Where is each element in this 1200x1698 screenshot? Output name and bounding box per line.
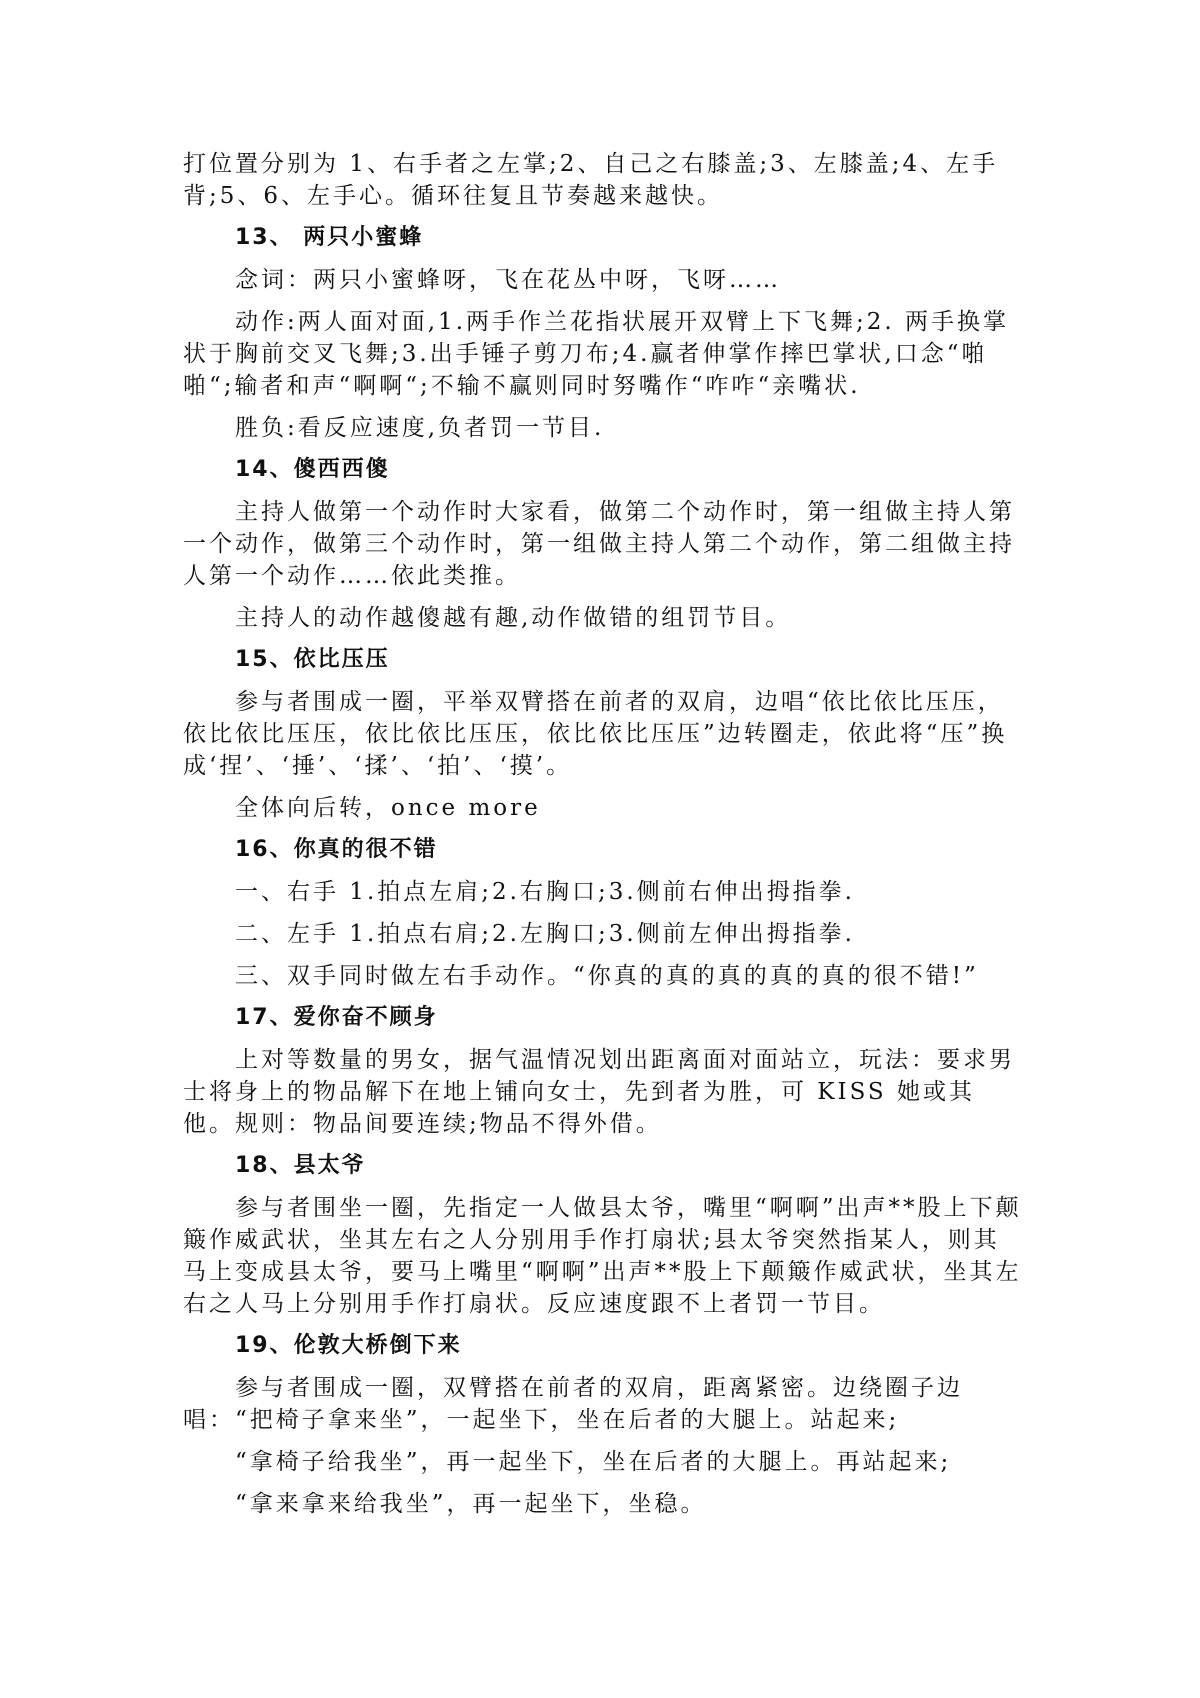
paragraph: 二、左手 1.拍点右肩;2.左胸口;3.侧前左伸出拇指拳. [235, 921, 855, 947]
section-heading: 15、依比压压 [235, 647, 390, 672]
paragraph: 参与者围坐一圈，先指定一人做县太爷，嘴里“啊啊”出声**股上下颠簸作威武状，坐其左右之人分别用手作打扇状;县太爷突然指某人，则其马上变成县太爷，要马上嘴里“啊啊”出声**股上下颠簸作威武状，坐其左右之人马上分别用手作打扇状。反应速度跟不上者罚一节目。 [183, 1195, 1022, 1317]
section-heading: 14、傻西西傻 [235, 457, 390, 482]
paragraph: 念词：两只小蜜蜂呀，飞在花丛中呀，飞呀…… [235, 267, 781, 293]
paragraph: 打位置分别为 1、右手者之左掌;2、自己之右膝盖;3、左膝盖;4、左手背;5、6、左手心。循环往复且节奏越来越快。 [183, 151, 999, 209]
paragraph: 动作:两人面对面,1.两手作兰花指状展开双臂上下飞舞;2. 两手换掌状于胸前交叉飞舞;3.出手锤子剪刀布;4.赢者伸掌作摔巴掌状,口念“啪啪“;输者和声“啊啊“;不输不赢则同时努嘴作“咋咋“亲嘴状. [183, 309, 1010, 399]
section-heading: 16、你真的很不错 [235, 837, 438, 862]
section-heading: 18、县太爷 [235, 1153, 366, 1178]
document-body [183, 148, 1025, 1530]
paragraph: “拿椅子给我坐”，再一起坐下，坐在后者的大腿上。再站起来; [235, 1449, 952, 1475]
paragraph: 上对等数量的男女，据气温情况划出距离面对面站立，玩法：要求男士将身上的物品解下在地上铺向女士，先到者为胜，可 KISS 她或其他。规则：物品间要连续;物品不得外借。 [183, 1047, 1015, 1137]
paragraph: 参与者围成一圈，双臂搭在前者的双肩，距离紧密。边绕圈子边唱：“把椅子拿来坐”，一起坐下，坐在后者的大腿上。站起来; [183, 1375, 963, 1433]
paragraph: “拿来拿来给我坐”，再一起坐下，坐稳。 [235, 1491, 707, 1517]
paragraph: 一、右手 1.拍点左肩;2.右胸口;3.侧前右伸出拇指拳. [235, 879, 855, 905]
section-heading: 19、伦敦大桥倒下来 [235, 1333, 462, 1358]
paragraph: 主持人做第一个动作时大家看，做第二个动作时，第一组做主持人第一个动作，做第三个动作时，第一组做主持人第二个动作，第二组做主持人第一个动作……依此类推。 [183, 499, 1015, 589]
paragraph: 全体向后转，once more [235, 795, 541, 821]
paragraph: 参与者围成一圈，平举双臂搭在前者的双肩，边唱“依比依比压压，依比依比压压，依比依比压压，依比依比压压”边转圈走，依此将“压”换成‘捏’、‘捶’、‘揉’、‘拍’、‘摸’。 [183, 689, 1008, 779]
paragraph: 胜负:看反应速度,负者罚一节目. [235, 415, 605, 441]
paragraph: 三、双手同时做左右手动作。“你真的真的真的真的真的很不错!” [235, 963, 979, 989]
paragraph: 主持人的动作越傻越有趣,动作做错的组罚节目。 [235, 605, 792, 631]
section-heading: 17、爱你奋不顾身 [235, 1005, 438, 1030]
section-heading: 13、 两只小蜜蜂 [235, 225, 424, 250]
